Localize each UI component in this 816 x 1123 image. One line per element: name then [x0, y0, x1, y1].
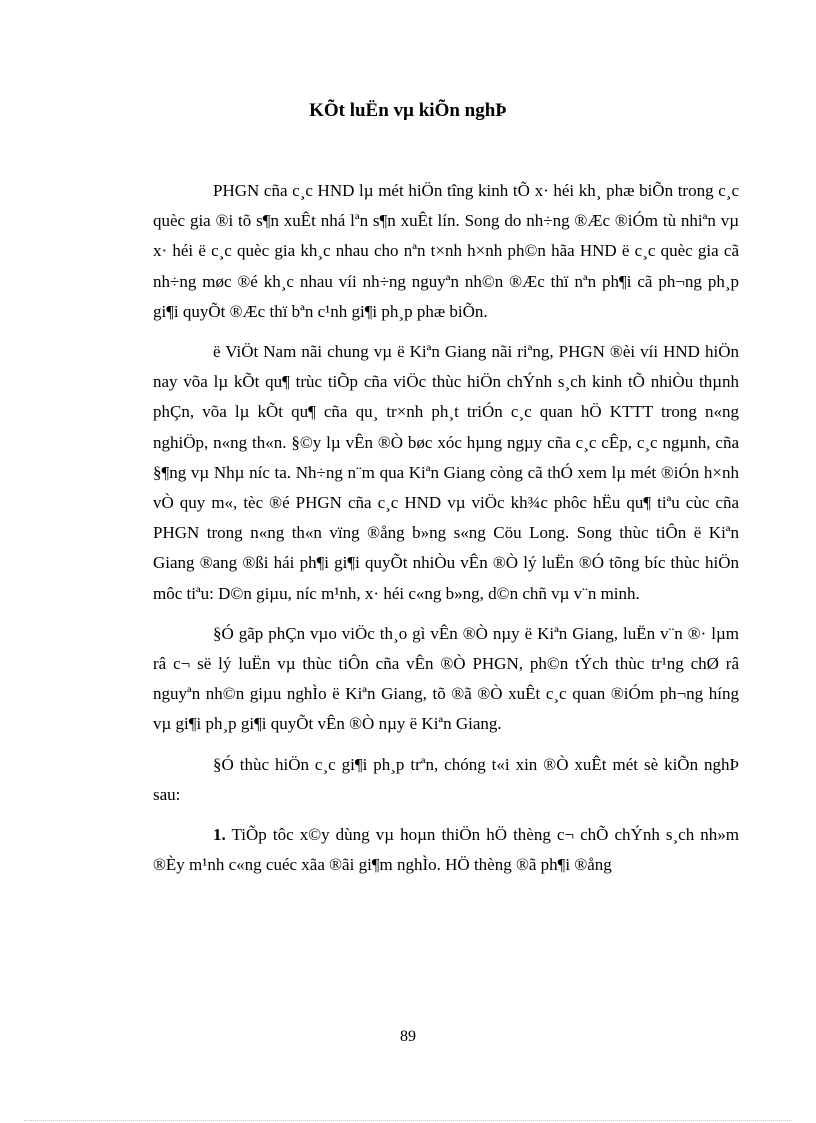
paragraph-text: ë ViÖt Nam nãi chung vµ ë Kiªn Giang nãi riªng, PHGN ®èi víi HND hiÖn nay võa lµ kÕt qu¶ trùc tiÕp cña viÖc thùc hiÖn chÝnh s¸ch kinh tÕ nhiÒu thµnh phÇn, võa lµ kÕt qu¶ cña qu¸ tr×nh ph¸t triÓn c¸c quan hÖ KTTT trong n«ng nghiÖp, n«ng th«n. §©y lµ vÊn ®Ò bøc xóc hµng ngµy cña c¸c cÊp, c¸c ngµnh, cña §¶ng vµ Nhµ níc ta. Nh÷ng n¨m qua Kiªn Giang còng cã thÓ xem lµ mét ®iÓn h×nh vÒ quy m«, tèc ®é PHGN cña c¸c HND vµ viÖc kh¾c phôc hËu qu¶ tiªu cùc cña PHGN trong n«ng th«n vïng ®ång b»ng s«ng Cöu Long. Song thùc tiÔn ë Kiªn Giang ®ang ®ßi hái ph¶i gi¶i quyÕt nhiÒu vÊn ®Ò lý luËn ®Ó tõng bíc thùc hiÖn môc tiªu: D©n giµu, níc m¹nh, x· héi c«ng b»ng, d©n chñ vµ v¨n minh. — [153, 342, 739, 603]
page-number: 89 — [400, 1028, 416, 1045]
page-title: KÕt luËn vµ kiÕn nghÞ — [309, 100, 507, 121]
paragraph-text: TiÕp tôc x©y dùng vµ hoµn thiÖn hÖ thèng c¬ chÕ chÝnh s¸ch nh»m ®Èy m¹nh c«ng cuéc xãa ®ãi gi¶m nghÌo. HÖ thèng ®ã ph¶i ®ång — [153, 825, 739, 875]
paragraph — [153, 750, 739, 810]
paragraph-text: §Ó thùc hiÖn c¸c gi¶i ph¸p trªn, chóng t«i xin ®Ò xuÊt mét sè kiÕn nghÞ sau: — [153, 754, 739, 804]
paragraph-text: §Ó gãp phÇn vµo viÖc th¸o gì vÊn ®Ò nµy ë Kiªn Giang, luËn v¨n ®· lµm râ c¬ së lý luËn vµ thùc tiÔn cña vÊn ®Ò PHGN, ph©n tÝch thùc tr¹ng chØ râ nguyªn nh©n giµu nghÌo ë Kiªn Giang, tõ ®ã ®Ò xuÊt c¸c quan ®iÓm ph¬ng híng vµ gi¶i ph¸p gi¶i quyÕt vÊn ®Ò nµy ë Kiªn Giang. — [153, 623, 739, 734]
paragraph — [153, 337, 739, 609]
paragraph — [153, 176, 739, 327]
paragraph-text: PHGN cña c¸c HND lµ mét hiÖn tîng kinh tÕ x· héi kh¸ phæ biÕn trong c¸c quèc gia ®i tõ s¶n xuÊt nhá lªn s¶n xuÊt lín. Song do nh÷ng ®Æc ®iÓm tù nhiªn vµ x· héi ë c¸c quèc gia kh¸c nhau cho nªn t×nh h×nh ph©n hãa HND ë c¸c quèc gia cã nh÷ng møc ®é kh¸c nhau víi nh÷ng nguyªn nh©n ®Æc thï nªn ph¶i cã ph¬ng ph¸p gi¶i quyÕt ®Æc thï bªn c¹nh gi¶i ph¸p phæ biÕn. — [153, 181, 739, 321]
paragraph — [153, 619, 739, 740]
page-bottom-divider — [24, 1120, 792, 1121]
paragraph — [153, 820, 739, 880]
paragraph-lead: 1. — [213, 825, 226, 845]
body-text — [153, 176, 739, 890]
